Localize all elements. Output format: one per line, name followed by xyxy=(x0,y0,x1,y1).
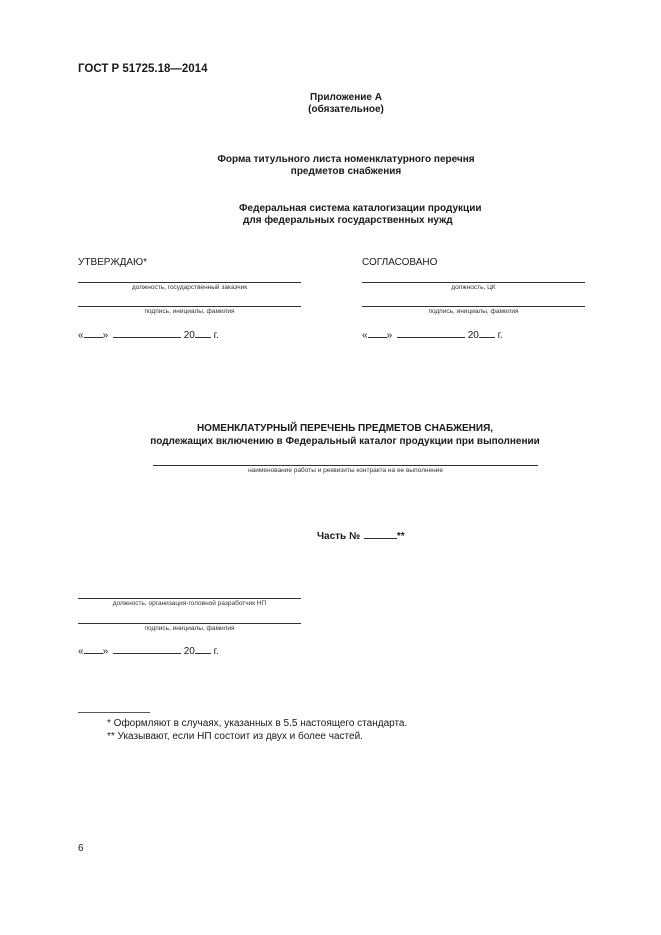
day-blank[interactable] xyxy=(84,327,103,338)
approve-position-caption: должность, государственный заказчик xyxy=(131,284,248,291)
part-number-blank[interactable] xyxy=(364,528,397,539)
list-heading-line1: НОМЕНКЛАТУРНЫЙ ПЕРЕЧЕНЬ ПРЕДМЕТОВ СНАБЖЕНИЯ, xyxy=(196,423,494,434)
footnote-2: ** Указывают, если НП состоит из двух и более частей. xyxy=(107,731,363,742)
month-blank[interactable] xyxy=(397,327,465,338)
developer-signature-line[interactable] xyxy=(78,623,301,624)
system-heading-line2: для федеральных государственных нужд xyxy=(243,215,453,226)
system-heading-line1: Федеральная система каталогизации продукции xyxy=(239,203,482,214)
list-heading-line2: подлежащих включению в Федеральный каталог продукции при выполнении xyxy=(150,436,540,447)
day-blank[interactable] xyxy=(368,327,387,338)
year-prefix: 20 xyxy=(467,330,479,341)
appendix-title: Приложение А xyxy=(310,92,382,103)
page-number: 6 xyxy=(78,843,84,854)
developer-position-caption: должность, организация-головной разработчик НП xyxy=(112,600,267,607)
approve-signature-line[interactable] xyxy=(78,306,301,307)
part-number xyxy=(317,528,405,543)
contract-name-caption: наименование работы и реквизиты контракта на ее выполнение xyxy=(248,467,443,474)
part-label: Часть № xyxy=(317,531,361,542)
date-close-quote: » xyxy=(102,330,109,341)
contract-name-line[interactable] xyxy=(153,465,538,466)
standard-code: ГОСТ Р 51725.18—2014 xyxy=(78,63,208,75)
developer-signature-caption: подпись, инициалы, фамилия xyxy=(144,625,235,632)
agree-date xyxy=(362,327,503,342)
year-blank[interactable] xyxy=(195,643,211,654)
date-open-quote: « xyxy=(78,646,84,657)
approve-signature-caption: подпись, инициалы, фамилия xyxy=(144,308,235,315)
date-close-quote: » xyxy=(102,646,109,657)
part-footnote-mark: ** xyxy=(396,531,405,542)
form-heading-line2: предметов снабжения xyxy=(290,166,402,177)
approve-position-line[interactable] xyxy=(78,282,301,283)
agree-title: СОГЛАСОВАНО xyxy=(362,257,438,268)
approve-date xyxy=(78,327,219,342)
footnote-separator xyxy=(78,712,150,713)
form-heading-line1: Форма титульного листа номенклатурного перечня xyxy=(217,154,475,165)
approve-title: УТВЕРЖДАЮ* xyxy=(78,257,148,268)
month-blank[interactable] xyxy=(113,643,181,654)
year-suffix: г. xyxy=(213,330,219,341)
date-close-quote: » xyxy=(386,330,393,341)
month-blank[interactable] xyxy=(113,327,181,338)
year-suffix: г. xyxy=(213,646,219,657)
agree-position-line[interactable] xyxy=(362,282,585,283)
developer-position-line[interactable] xyxy=(78,598,301,599)
agree-signature-line[interactable] xyxy=(362,306,585,307)
year-prefix: 20 xyxy=(183,646,195,657)
agree-signature-caption: подпись, инициалы, фамилия xyxy=(428,308,519,315)
year-blank[interactable] xyxy=(195,327,211,338)
agree-position-caption: должность, ЦК xyxy=(451,284,496,291)
year-blank[interactable] xyxy=(479,327,495,338)
year-prefix: 20 xyxy=(183,330,195,341)
date-open-quote: « xyxy=(78,330,84,341)
appendix-status: (обязательное) xyxy=(308,104,384,115)
day-blank[interactable] xyxy=(84,643,103,654)
year-suffix: г. xyxy=(497,330,503,341)
footnote-1: * Оформляют в случаях, указанных в 5.5 настоящего стандарта. xyxy=(107,718,408,729)
date-open-quote: « xyxy=(362,330,368,341)
developer-date xyxy=(78,643,219,658)
